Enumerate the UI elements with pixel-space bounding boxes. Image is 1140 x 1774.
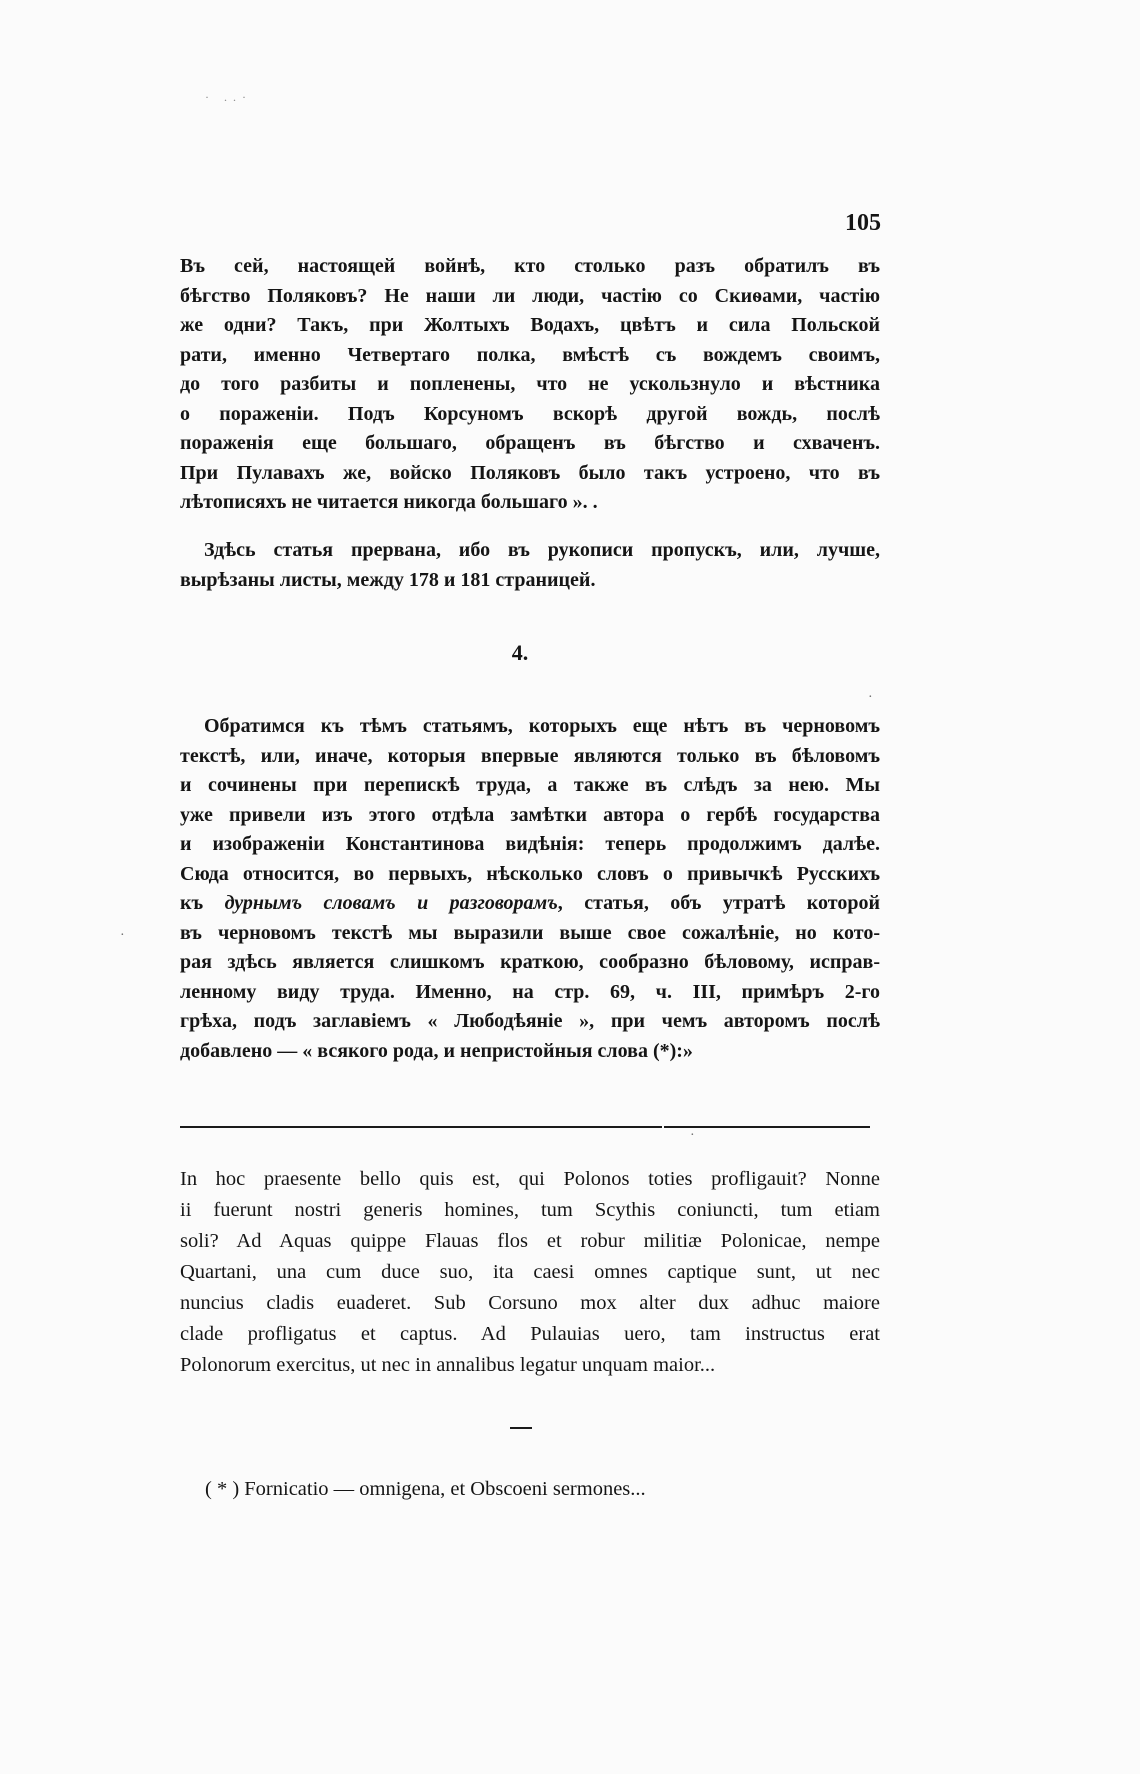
text-line: до того разбиты и попленены, что не ускользнуло и вѣстника bbox=[180, 373, 880, 395]
page-specks: · ..· bbox=[205, 90, 252, 104]
text-line: ленному виду труда. Именно, на стр. 69, ч. III, примѣръ 2-го bbox=[180, 980, 880, 1003]
text-line: текстѣ, или, иначе, которыя впервые являются только въ бѣловомъ bbox=[180, 744, 880, 767]
paragraph-quote-russian bbox=[180, 252, 880, 518]
text-line: Quartani, una cum duce suo, ita caesi omnes captique sunt, ut nec bbox=[180, 1261, 880, 1283]
paragraph-section-4 bbox=[180, 712, 880, 1066]
text-line: добавлено — « всякого рода, и непристойныя слова (*):» bbox=[180, 1039, 693, 1062]
text-line: вырѣзаны листы, между 178 и 181 страницей. bbox=[180, 568, 596, 591]
text-line-with-emphasis bbox=[180, 889, 880, 919]
text-line: ii fuerunt nostri generis homines, tum Scythis coniuncti, tum etiam bbox=[180, 1199, 880, 1221]
emphasized-phrase: дурнымъ словамъ и разговорамъ bbox=[224, 892, 558, 914]
text-line: рая здѣсь является слишкомъ краткою, сообразно бѣловому, исправ- bbox=[180, 951, 880, 973]
margin-mark: · bbox=[120, 928, 125, 943]
paragraph-note bbox=[180, 536, 880, 595]
text-line: При Пулавахъ же, войско Поляковъ было такъ устроено, что въ bbox=[180, 461, 880, 484]
short-dash-divider bbox=[510, 1427, 532, 1429]
text-line: Обратимся къ тѣмъ статьямъ, которыхъ еще нѣтъ въ черновомъ bbox=[204, 715, 880, 737]
text-line: soli? Ad Aquas quippe Flauas flos et robur militiæ Polonicae, nempe bbox=[180, 1230, 880, 1252]
text-line: Сюда относится, во первыхъ, нѣсколько словъ о привычкѣ Русскихъ bbox=[180, 862, 880, 885]
margin-mark: · bbox=[868, 690, 873, 705]
footnote-separator-rule bbox=[180, 1126, 662, 1128]
text-line: въ черновомъ текстѣ мы выразили выше свое сожалѣніе, но кото- bbox=[180, 921, 880, 944]
text-line: рати, именно Четвертаго полка, вмѣстѣ съ вождемъ своимъ, bbox=[180, 343, 880, 366]
footnote-separator-rule bbox=[664, 1126, 870, 1128]
text-line: и сочинены при перепискѣ труда, а также въ слѣдъ за нею. Мы bbox=[180, 774, 880, 796]
text-line: Polonorum exercitus, ut nec in annalibus legatur unquam maior... bbox=[180, 1354, 716, 1376]
page-number: 105 bbox=[845, 210, 881, 236]
text-line: Въ сей, настоящей войнѣ, кто столько разъ обратилъ въ bbox=[180, 255, 880, 277]
text-line: грѣха, подъ заглавіемъ « Любодѣяніе », при чемъ авторомъ послѣ bbox=[180, 1010, 880, 1032]
text-line: бѣгство Поляковъ? Не наши ли люди, частію со Скиѳами, частію bbox=[180, 284, 880, 307]
text-line: clade profligatus et captus. Ad Pulauias uero, tam instructus erat bbox=[180, 1323, 880, 1345]
text-line: лѣтописяхъ не читается никогда большаго ». . bbox=[180, 491, 598, 513]
text-line: и изображеніи Константинова видѣнія: теперь продолжимъ далѣе. bbox=[180, 833, 880, 855]
text-line: же одни? Такъ, при Жолтыхъ Водахъ, цвѣтъ и сила Польской bbox=[180, 314, 880, 336]
text-fragment: къ bbox=[180, 892, 225, 914]
section-number: 4. bbox=[511, 640, 529, 665]
text-line: nuncius cladis euaderet. Sub Corsuno mox alter dux adhuc maiore bbox=[180, 1292, 880, 1314]
text-line: уже привели изъ этого отдѣла замѣтки автора о гербѣ государства bbox=[180, 803, 880, 826]
latin-translation bbox=[180, 1164, 880, 1381]
margin-mark: · bbox=[690, 1128, 695, 1143]
text-line: Здѣсь статья прервана, ибо въ рукописи пропускъ, или, лучше, bbox=[204, 539, 880, 561]
text-line: о пораженіи. Подъ Корсуномъ вскорѣ другой вождь, послѣ bbox=[180, 402, 880, 425]
text-line: пораженія еще большаго, обращенъ въ бѣгство и схваченъ. bbox=[180, 432, 880, 454]
footnote: ( * ) Fornicatio — omnigena, et Obscoeni sermones... bbox=[205, 1478, 646, 1500]
text-fragment: , статья, объ утратѣ которой bbox=[557, 892, 880, 914]
text-line: In hoc praesente bello quis est, qui Polonos toties profligauit? Nonne bbox=[180, 1168, 880, 1190]
